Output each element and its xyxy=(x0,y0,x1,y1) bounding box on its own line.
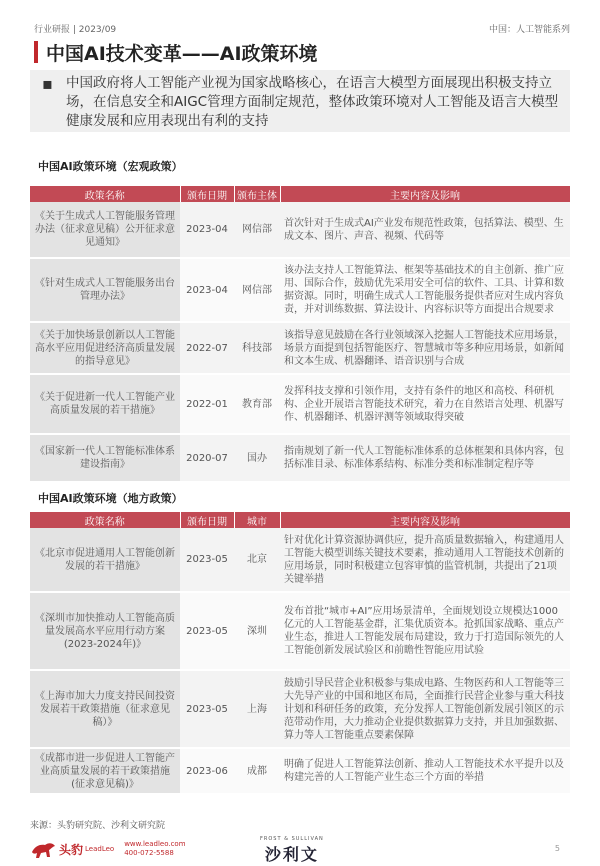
column-header: 政策名称 xyxy=(30,512,180,528)
column-header: 城市 xyxy=(234,512,280,528)
contact-info xyxy=(124,840,185,858)
table-row xyxy=(30,748,570,794)
series-label: 中国：人工智能系列 xyxy=(488,25,570,35)
policy-date: 2023-05 xyxy=(180,670,234,748)
table-row xyxy=(30,374,570,434)
table-row xyxy=(30,528,570,592)
policy-name: 《深圳市加快推动人工智能高质量发展高水平应用行动方案(2023-2024年)》 xyxy=(30,592,180,670)
policy-issuer: 科技部 xyxy=(234,322,280,374)
policy-date: 2022-01 xyxy=(180,374,234,434)
contact-phone: 400-072-5588 xyxy=(124,849,174,857)
policy-date: 2022-07 xyxy=(180,322,234,374)
table-row xyxy=(30,322,570,374)
national-section-title: 中国AI政策环境（宏观政策） xyxy=(38,160,183,173)
policy-content: 该指导意见鼓励在各行业领域深入挖掘人工智能技术应用场景，场景方面提到包括智能医疗、智慧城市等多种应用场景，如新闻和文本生成、机器翻译、语音识别与合成 xyxy=(280,322,570,374)
policy-name: 《针对生成式人工智能服务出台管理办法》 xyxy=(30,258,180,322)
bullet-icon: ▪ xyxy=(42,74,53,93)
page-footer xyxy=(0,836,600,866)
policy-content: 发挥科技支撑和引领作用，支持有条件的地区和高校、科研机构、企业开展语言智能技术研究，着力在自然语言处理、机器写作、机器翻译、机器评测等领域取得突破 xyxy=(280,374,570,434)
policy-issuer: 网信部 xyxy=(234,258,280,322)
contact-web: www.leadleo.com xyxy=(124,840,186,848)
policy-name: 《国家新一代人工智能标准体系建设指南》 xyxy=(30,434,180,482)
policy-content: 该办法支持人工智能算法、框架等基础技术的自主创新、推广应用、国际合作，鼓励优先采用安全可信的软件、工具、计算和数据资源。同时，明确生成式人工智能服务提供者应对生成内容负责，并对训练数据、算法设计、内容标识等方面提出合规要求 xyxy=(280,258,570,322)
column-header: 主要内容及影响 xyxy=(280,186,570,202)
policy-content: 明确了促进人工智能算法创新、推动人工智能技术水平提升以及构建完善的人工智能产业生态三个方面的举措 xyxy=(280,748,570,794)
partner-small-text: FROST & SULLIVAN xyxy=(260,836,324,842)
local-policy-table xyxy=(30,512,571,795)
local-section-title: 中国AI政策环境（地方政策） xyxy=(38,492,183,505)
leadleo-logo xyxy=(30,838,186,860)
brand-cn: 头豹 xyxy=(59,842,84,857)
table-row xyxy=(30,258,570,322)
national-policy-table xyxy=(30,186,571,483)
page-title: 中国AI技术变革——AI政策环境 xyxy=(46,42,318,65)
table-header-row xyxy=(30,512,570,528)
policy-date: 2023-04 xyxy=(180,258,234,322)
policy-issuer: 国办 xyxy=(234,434,280,482)
report-type-label: 行业研报 | 2023/09 xyxy=(34,25,117,35)
policy-content: 发布首批“城市+AI”应用场景清单，全面规划设立规模达1000亿元的人工智能基金群，汇集优质资本。抢抓国家战略、重点产业生态，推进人工智能发展布局建设，致力于打造国际领先的人工智能创新发展试验区和前瞻性智能应用试验 xyxy=(280,592,570,670)
policy-name: 《关于生成式人工智能服务管理办法（征求意见稿）公开征求意见通知》 xyxy=(30,202,180,258)
policy-name: 《上海市加大力度支持民间投资发展若干政策措施（征求意见稿）》 xyxy=(30,670,180,748)
policy-issuer: 网信部 xyxy=(234,202,280,258)
column-header: 颁布日期 xyxy=(180,512,234,528)
policy-content: 针对优化计算资源协调供应，提升高质量数据输入，构建通用人工智能大模型训练关键技术要素，推动通用人工智能技术创新的应用场景，同时积极建立包容审慎的监管机制，共提出了21项关键举措 xyxy=(280,528,570,592)
column-header: 颁布主体 xyxy=(234,186,280,202)
policy-date: 2023-05 xyxy=(180,528,234,592)
policy-issuer: 教育部 xyxy=(234,374,280,434)
title-accent-bar xyxy=(34,41,38,63)
policy-name: 《北京市促进通用人工智能创新发展的若干措施》 xyxy=(30,528,180,592)
policy-city: 成都 xyxy=(234,748,280,794)
policy-content: 鼓励引导民营企业积极参与集成电路、生物医药和人工智能等三大先导产业的中国和地区布局，全面推行民营企业参与重大科技计划和科研任务的政策，充分发挥人工智能创新发展引领区的示范带动作用，大力推动企业提供数据算力支持，并且加强数据、算力等人工智能重点要素保障 xyxy=(280,670,570,748)
partner-name: 沙利文 xyxy=(264,845,319,864)
column-header: 政策名称 xyxy=(30,186,180,202)
policy-city: 上海 xyxy=(234,670,280,748)
brand-en: LeadLeo xyxy=(85,845,115,853)
table-row xyxy=(30,202,570,258)
frost-sullivan-logo xyxy=(260,836,324,865)
policy-date: 2020-07 xyxy=(180,434,234,482)
summary-box xyxy=(30,70,570,132)
policy-content: 指南规划了新一代人工智能标准体系的总体框架和具体内容，包括标准目录、标准体系结构、标准分类和标准制定程序等 xyxy=(280,434,570,482)
source-note: 来源：头豹研究院、沙利文研究院 xyxy=(30,821,166,831)
title-block xyxy=(34,38,318,66)
policy-name: 《关于促进新一代人工智能产业高质量发展的若干措施》 xyxy=(30,374,180,434)
column-header: 颁布日期 xyxy=(180,186,234,202)
leopard-icon xyxy=(30,838,56,860)
table-row xyxy=(30,592,570,670)
table-header-row xyxy=(30,186,570,202)
page-header xyxy=(0,0,600,34)
policy-city: 深圳 xyxy=(234,592,280,670)
summary-text: 中国政府将人工智能产业视为国家战略核心，在语言大模型方面展现出积极支持立场，在信息安全和AIGC管理方面制定规范，整体政策环境对人工智能及语言大模型健康发展和应用表现出有利的支持 xyxy=(66,75,559,129)
page-number: 5 xyxy=(554,844,560,853)
table-row xyxy=(30,434,570,482)
policy-date: 2023-06 xyxy=(180,748,234,794)
policy-date: 2023-05 xyxy=(180,592,234,670)
table-row xyxy=(30,670,570,748)
policy-content: 首次针对于生成式AI产业发布规范性政策，包括算法、模型、生成文本、图片、声音、视频、代码等 xyxy=(280,202,570,258)
policy-name: 《关于加快场景创新以人工智能高水平应用促进经济高质量发展的指导意见》 xyxy=(30,322,180,374)
policy-name: 《成都市进一步促进人工智能产业高质量发展的若干政策措施(征求意见稿)》 xyxy=(30,748,180,794)
policy-city: 北京 xyxy=(234,528,280,592)
policy-date: 2023-04 xyxy=(180,202,234,258)
column-header: 主要内容及影响 xyxy=(280,512,570,528)
